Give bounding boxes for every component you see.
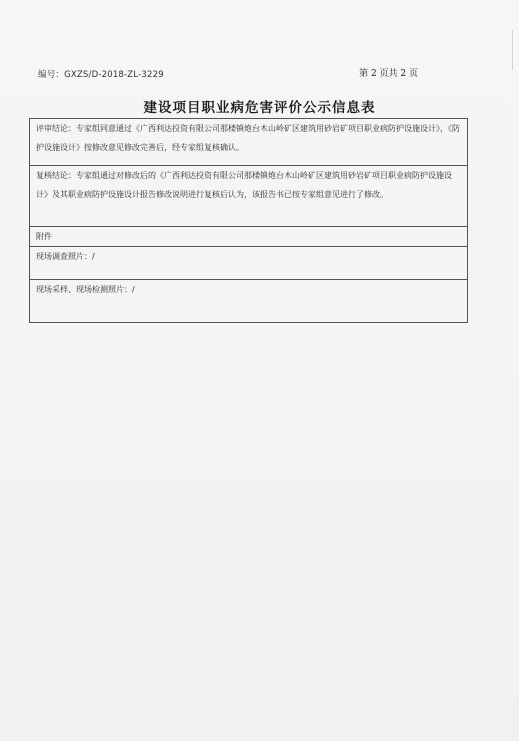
table-row	[30, 119, 468, 166]
sampling-photos-cell	[30, 280, 468, 323]
recheck-conclusion-text: 复核结论：专家组通过对修改后的《广西利达投资有限公司那楼镇炮台木山岭矿区建筑用砂岩矿项目职业病防护设施设计》及其职业病防护设施设计报告修改说明进行复核后认为，该报告书已按专家组意见进行了修改。	[36, 171, 452, 199]
attachment-header-cell	[30, 227, 468, 247]
sampling-photos-label: 现场采样、现场检测照片：/	[36, 285, 135, 294]
attachment-label: 附件	[36, 232, 52, 241]
document-header	[38, 66, 418, 80]
site-survey-photos-label: 现场调查照片：/	[36, 252, 95, 261]
page-indicator: 第 2 页共 2 页	[359, 69, 418, 79]
review-conclusion-cell	[30, 119, 468, 166]
table-row	[30, 280, 468, 323]
document-number: 编号：GXZS/D-2018-ZL-3229	[38, 70, 164, 80]
document-title: 建设项目职业病危害评价公示信息表	[143, 100, 376, 116]
site-survey-photos-cell	[30, 247, 468, 280]
review-conclusion-text: 评审结论：专家组同意通过《广西利达投资有限公司那楼镇炮台木山岭矿区建筑用砂岩矿项目职业病防护设施设计》，《防护设施设计》按修改意见修改完善后，经专家组复核确认。	[36, 124, 460, 152]
recheck-conclusion-cell	[30, 166, 468, 227]
table-row	[30, 247, 468, 280]
table-row	[30, 166, 468, 227]
public-info-table	[29, 118, 468, 323]
scan-edge-mark	[502, 30, 513, 70]
table-row	[30, 227, 468, 247]
